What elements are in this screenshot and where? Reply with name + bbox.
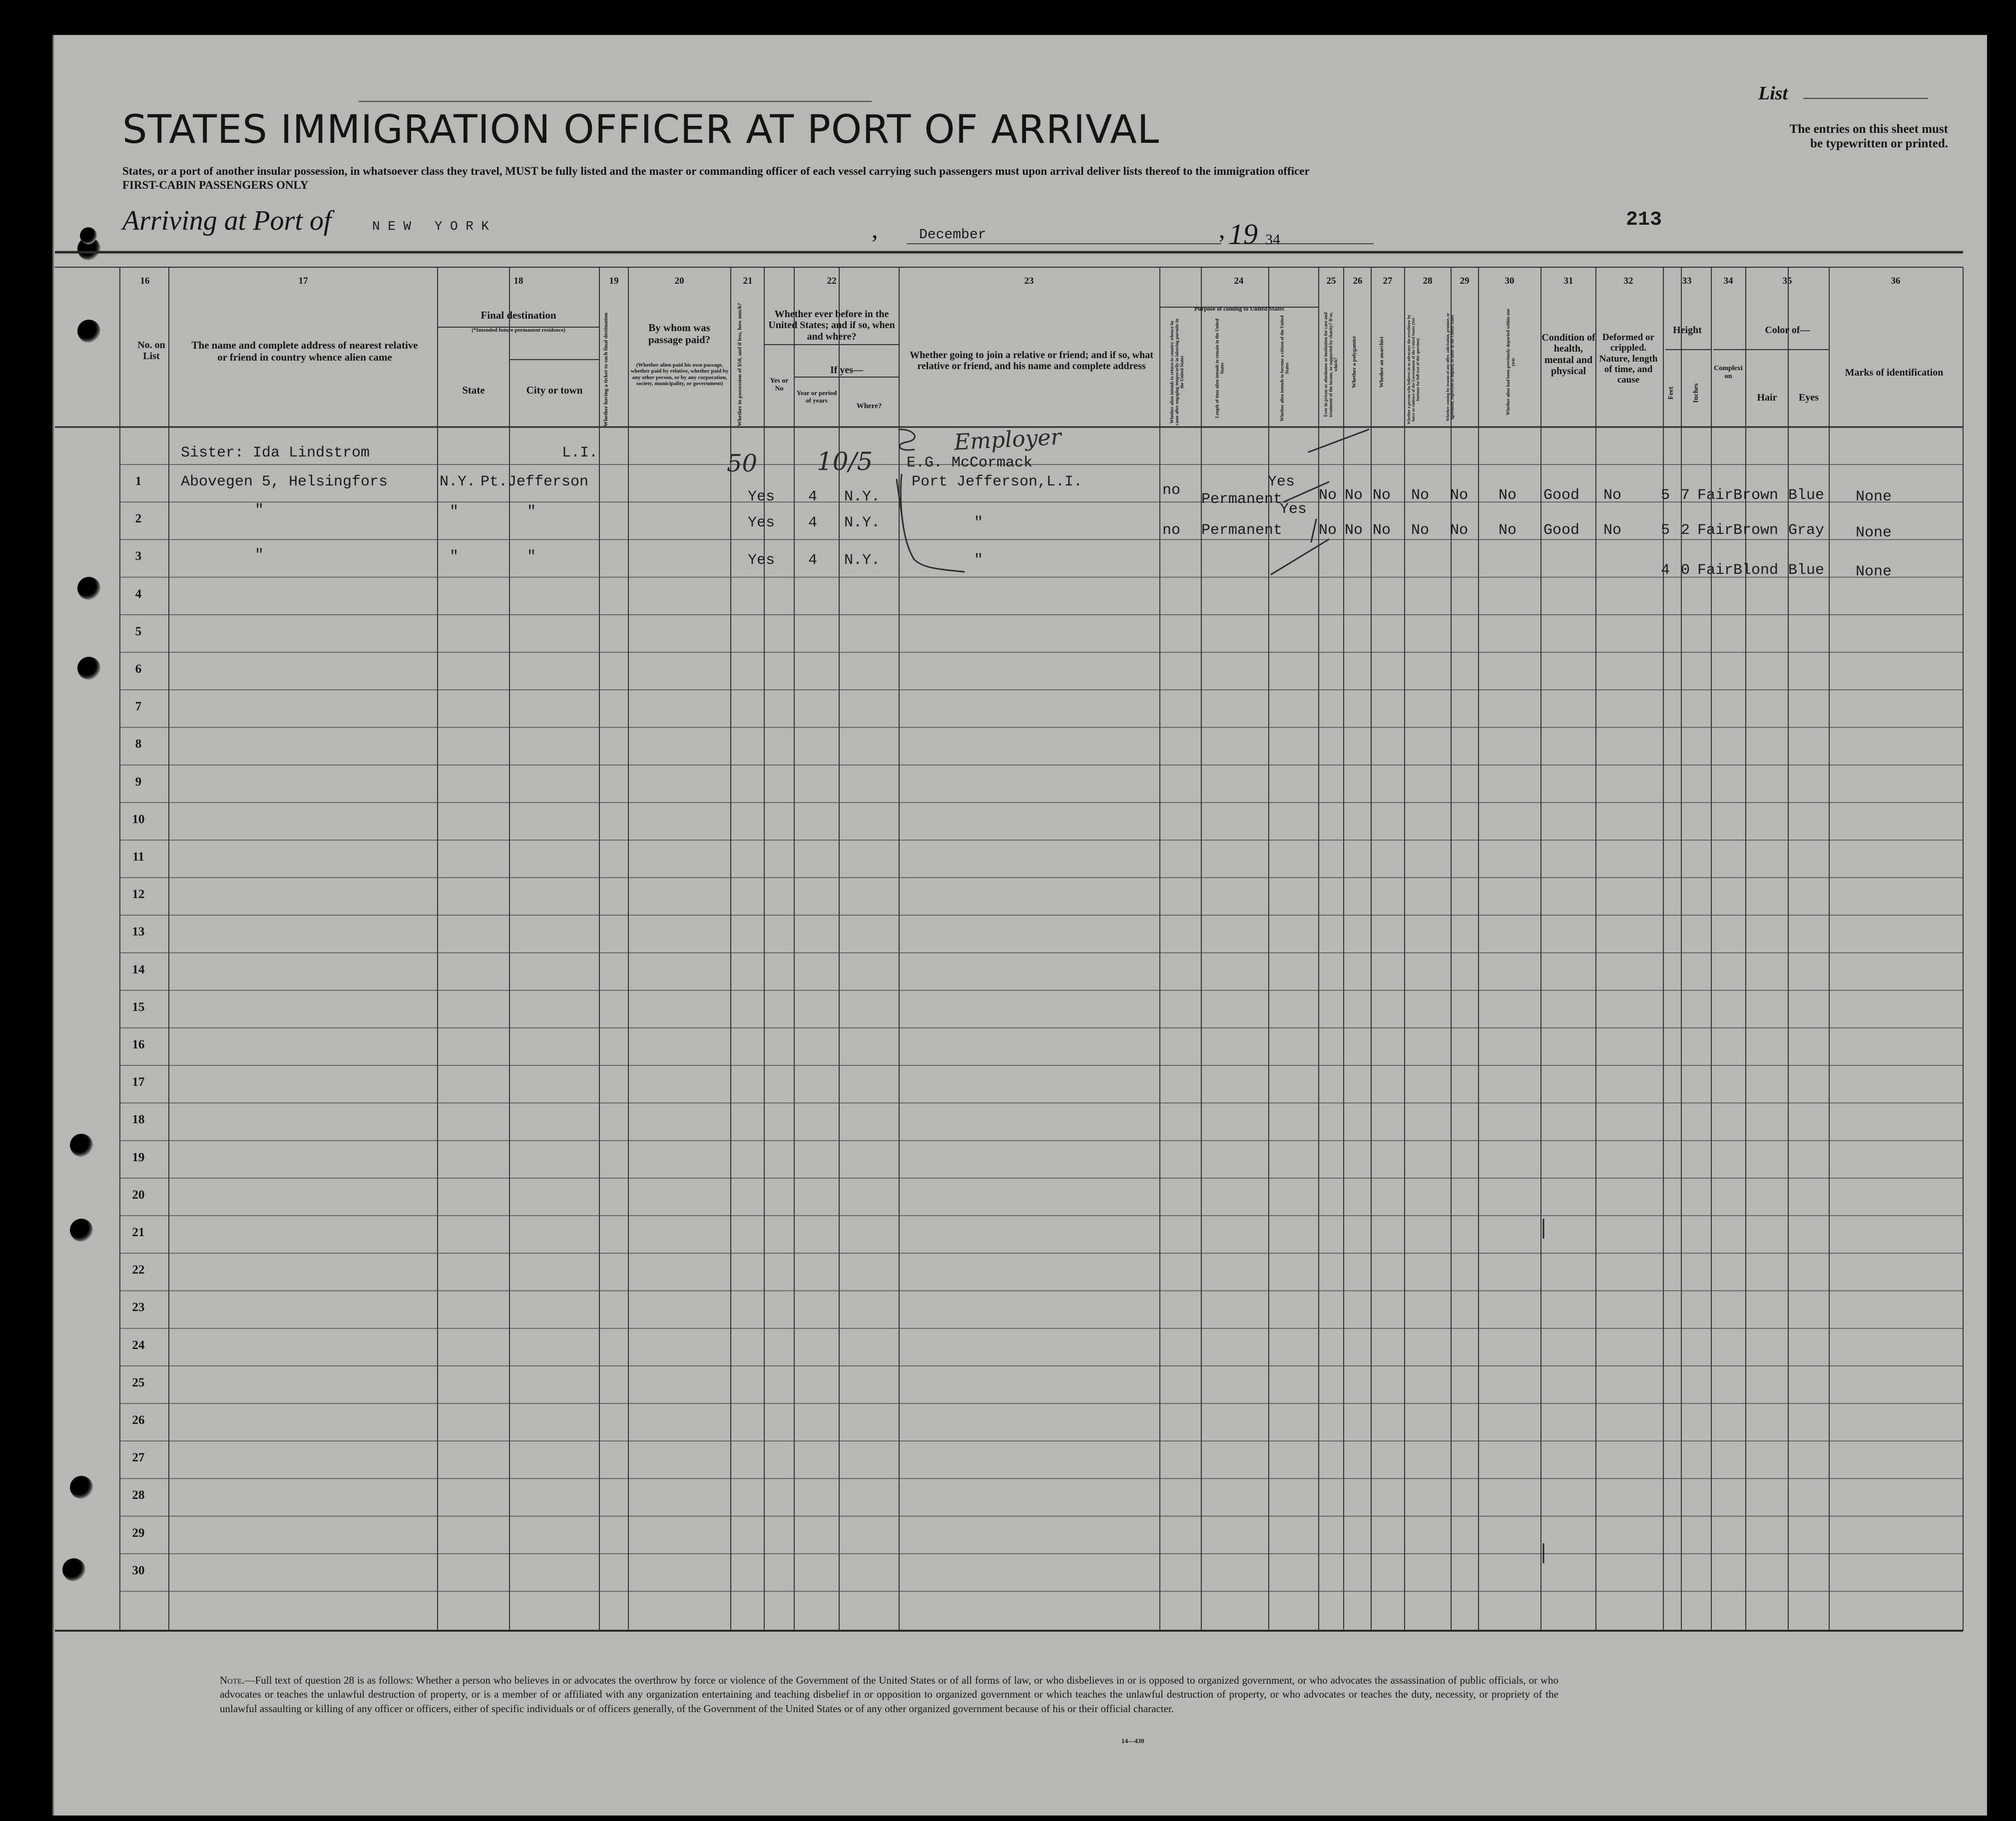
- joining-name: E.G. McCormack: [907, 455, 1033, 471]
- header-feet: Feet: [1667, 387, 1675, 400]
- row-number: 22: [132, 1263, 145, 1277]
- header-nearest-relative: The name and complete address of nearest relative or friend in country whence alien came: [191, 339, 418, 363]
- overthrow: No: [1411, 487, 1430, 504]
- health: Good: [1543, 487, 1580, 504]
- row-number: 1: [135, 474, 142, 488]
- document-title: STATES IMMIGRATION OFFICER AT PORT OF ARRIVAL: [122, 107, 1160, 152]
- relative-name: Sister: Ida Lindstrom: [181, 445, 370, 461]
- header-anarchist: Whether an anarchist: [1379, 336, 1385, 388]
- relative-address: ": [255, 502, 264, 519]
- labor-offer: No: [1450, 522, 1469, 539]
- eyes: Blue: [1788, 562, 1825, 579]
- column-number: 31: [1563, 276, 1573, 286]
- column-number: 34: [1723, 276, 1733, 286]
- entries-note-line: The entries on this sheet must: [1789, 122, 1948, 136]
- header-hair: Hair: [1757, 392, 1777, 403]
- hair: Brown: [1733, 522, 1779, 539]
- column-number: 20: [674, 276, 684, 286]
- overthrow: No: [1411, 522, 1430, 539]
- handwritten-money: 50: [727, 450, 758, 477]
- visit-where: N.Y.: [844, 552, 881, 569]
- row-number: 3: [135, 549, 142, 563]
- row-number: 13: [132, 925, 145, 939]
- column-number: 28: [1423, 276, 1433, 286]
- polygamist: No: [1345, 487, 1363, 504]
- row-number: 28: [132, 1488, 145, 1502]
- header-passage-paid: By whom was passage paid?: [648, 322, 711, 346]
- hair: Blond: [1733, 562, 1779, 579]
- page-number: 213: [1626, 209, 1662, 231]
- header-purpose: Purpose of coming to United States: [1194, 305, 1284, 312]
- row-number: 27: [132, 1451, 145, 1465]
- column-number: 25: [1326, 276, 1336, 286]
- footnote-lead: Note.: [220, 1674, 245, 1686]
- header-deported: Whether alien had been previously deported within one year: [1506, 309, 1515, 416]
- header-final-destination-note: (*Intended future permanent residence): [472, 327, 565, 333]
- header-year-period: Year or period of years: [796, 389, 837, 404]
- destination-state: ": [450, 503, 459, 520]
- row-number: 20: [132, 1188, 145, 1202]
- destination-city: ": [527, 548, 536, 565]
- header-marks: Marks of identification: [1845, 367, 1944, 378]
- visit-where: N.Y.: [844, 488, 881, 505]
- prison: No: [1319, 487, 1337, 504]
- class-label: FIRST-CABIN PASSENGERS ONLY: [122, 179, 309, 191]
- header-ever-before: Whether ever before in the United States; and if so, when and where?: [768, 309, 895, 342]
- header-inches: Inches: [1692, 383, 1700, 403]
- eyes: Blue: [1788, 487, 1825, 504]
- complexion: Fair: [1697, 487, 1734, 504]
- arriving-label: Arriving at Port of: [122, 205, 332, 236]
- column-number: 27: [1383, 276, 1393, 286]
- column-number: 33: [1682, 276, 1692, 286]
- header-health: Condition of health, mental and physical: [1541, 332, 1595, 377]
- destination-state: ": [450, 548, 459, 565]
- height-feet: 5: [1661, 522, 1670, 539]
- entries-note: [1713, 122, 1948, 151]
- header-overthrow: Whether a person who believes in or advocates the overthrow by force or violence of the Government of the United States (See footnote for full text of this question): [1407, 315, 1420, 425]
- header-state: State: [462, 384, 485, 396]
- joining-address: ": [974, 514, 984, 531]
- complexion: Fair: [1697, 522, 1734, 539]
- row-number: 12: [132, 888, 145, 902]
- column-number: 36: [1891, 276, 1901, 286]
- intends-return: no: [1162, 482, 1181, 499]
- header-intends-citizen: Whether alien intends to become a citizen of the United States: [1279, 315, 1290, 422]
- handwritten-ten-five: 10/5: [817, 447, 873, 476]
- row-number: 30: [132, 1563, 145, 1577]
- destination-city: Pt.Jefferson: [481, 473, 589, 490]
- prison: No: [1319, 522, 1337, 539]
- form-number: 14—430: [1121, 1737, 1144, 1745]
- header-eyes: Eyes: [1799, 392, 1819, 403]
- row-number: 4: [135, 587, 142, 601]
- month-value: December: [919, 227, 987, 243]
- entries-note-line: be typewritten or printed.: [1810, 136, 1948, 150]
- intends-return: no: [1162, 522, 1181, 539]
- height-inches: 7: [1681, 487, 1690, 504]
- row-number: 29: [132, 1526, 145, 1540]
- row-number: 17: [132, 1075, 145, 1089]
- joining-address: Port Jefferson,L.I.: [912, 473, 1083, 490]
- row-number: 14: [132, 962, 145, 976]
- joining-address: ": [974, 552, 984, 569]
- marks: None: [1856, 488, 1892, 505]
- relative-address: Abovegen 5, Helsingfors: [181, 473, 388, 490]
- marks: None: [1856, 563, 1892, 580]
- list-label: List: [1758, 83, 1788, 104]
- previous-visit: Yes: [748, 514, 775, 531]
- column-number: 26: [1353, 276, 1363, 286]
- row-number: 19: [132, 1150, 145, 1164]
- row-number: 9: [135, 775, 142, 789]
- year-prefix: 19: [1229, 218, 1258, 250]
- relative-address: ": [255, 547, 264, 564]
- row-number: 16: [132, 1038, 145, 1051]
- visit-years: 4: [808, 488, 818, 505]
- intends-citizen: Yes: [1280, 501, 1307, 518]
- header-ticket: Whether having a ticket to such final destination: [603, 312, 609, 427]
- column-number: 23: [1024, 276, 1034, 286]
- destination-note: L.I.: [562, 445, 598, 461]
- row-number: 25: [132, 1375, 145, 1389]
- header-height: Height: [1673, 325, 1702, 336]
- row-number: 15: [132, 1000, 145, 1014]
- comma: ,: [872, 215, 878, 243]
- marks: None: [1856, 524, 1892, 541]
- length-of-stay: Permanent: [1201, 522, 1283, 539]
- height-inches: 0: [1681, 562, 1690, 579]
- row-number: 21: [132, 1226, 145, 1239]
- anarchist: No: [1373, 522, 1391, 539]
- header-final-destination: Final destination: [481, 309, 556, 321]
- previous-visit: Yes: [748, 488, 775, 505]
- visit-years: 4: [808, 552, 818, 569]
- row-number: 7: [135, 700, 142, 714]
- row-number: 8: [135, 737, 142, 751]
- deported: No: [1499, 487, 1517, 504]
- comma: ,: [1219, 215, 1225, 243]
- header-complexion: Complexion: [1714, 365, 1743, 380]
- header-intends-return: Whether alien intends to return to country whence he came after engaging temporarily in laboring pursuits in the United States: [1169, 319, 1184, 426]
- header-deformed: Deformed or crippled. Nature, length of time, and cause: [1599, 332, 1658, 386]
- destination-city: ": [527, 503, 536, 520]
- column-number: 29: [1460, 276, 1470, 286]
- header-polygamist: Whether a polygamist: [1351, 336, 1357, 388]
- row-number: 24: [132, 1338, 145, 1352]
- column-number: 16: [140, 276, 150, 286]
- header-prison: Ever in prison or almshouse or institution for care and treatment of the insane, or supported by charity? If so, which?: [1323, 312, 1338, 417]
- column-number: 19: [609, 276, 619, 286]
- header-color-of: Color of—: [1765, 325, 1810, 336]
- column-number: 30: [1505, 276, 1514, 286]
- year-suffix: 34: [1265, 231, 1280, 248]
- column-number: 22: [827, 276, 837, 286]
- row-number: 10: [132, 812, 145, 826]
- column-number: 21: [743, 276, 753, 286]
- polygamist: No: [1345, 522, 1363, 539]
- destination-state: N.Y.: [440, 473, 476, 490]
- anarchist: No: [1373, 487, 1391, 504]
- row-number: 5: [135, 624, 142, 638]
- health: Good: [1543, 522, 1580, 539]
- column-number: 18: [513, 276, 523, 286]
- header-length-of-stay: Length of time alien intends to remain in the United States: [1214, 318, 1225, 419]
- footnote: [220, 1673, 1558, 1716]
- hair: Brown: [1733, 487, 1779, 504]
- header-passage-paid-note: (Whether alien paid his own passage, whether paid by relative, whether paid by any other person, or by any corporation, society, municipality, or government): [630, 362, 729, 387]
- header-no-on-list: No. on List: [137, 340, 165, 362]
- visit-years: 4: [808, 514, 818, 531]
- previous-visit: Yes: [748, 552, 775, 569]
- row-number: 18: [132, 1113, 145, 1127]
- instructions-text: States, or a port of another insular possession, in whatsoever class they travel, MUST be fully listed and the master or commanding officer of each vessel carrying such passengers must upon arrival deliver lists thereof to the immigration officer: [122, 165, 1310, 177]
- visit-where: N.Y.: [844, 514, 881, 531]
- deformed: No: [1603, 487, 1622, 504]
- port-value: N E W Y O R K: [372, 219, 490, 234]
- header-where: Where?: [856, 402, 882, 410]
- intends-citizen: Yes: [1268, 473, 1295, 490]
- deported: No: [1499, 522, 1517, 539]
- row-number: 11: [132, 850, 144, 864]
- row-number: 6: [135, 662, 142, 676]
- height-inches: 2: [1681, 522, 1690, 539]
- handwritten-employer: Employer: [953, 424, 1062, 455]
- deformed: No: [1603, 522, 1622, 539]
- column-number: 24: [1234, 276, 1244, 286]
- header-labor-offer: Whether coming by reason of any offer, solicitation, promise, or agreement, expressed or implied, to labor in the United States: [1446, 313, 1455, 422]
- column-number: 17: [298, 276, 308, 286]
- header-city: City or town: [526, 384, 583, 396]
- row-number: 2: [135, 512, 142, 526]
- row-number: 26: [132, 1413, 145, 1427]
- column-number: 35: [1782, 276, 1792, 286]
- header-fifty-dollars: Whether in possession of $50, and if less, how much?: [737, 303, 743, 427]
- header-yes-or-no: Yes or No: [770, 377, 789, 393]
- column-number: 32: [1623, 276, 1633, 286]
- height-feet: 5: [1661, 487, 1670, 504]
- row-number: 23: [132, 1301, 145, 1315]
- height-feet: 4: [1661, 562, 1670, 579]
- header-join-relative: Whether going to join a relative or friend; and if so, what relative or friend, and his name and complete address: [910, 350, 1153, 372]
- labor-offer: No: [1450, 487, 1469, 504]
- eyes: Gray: [1788, 522, 1825, 539]
- complexion: Fair: [1697, 562, 1734, 579]
- footnote-text: —Full text of question 28 is as follows: Whether a person who believes in or advocates the overthrow by force or violence of the Government of the United States or of all forms of law, or who disbelieves in or is opposed to organized government, or who advocates the assassination of public officials, or who advocates or teaches the unlawful destruction of property, or is a member of or affiliated with any organization entertaining and teaching disbelief in or opposition to organized government or which teaches the unlawful destruction of property, or who advocates or teaches the duty, necessity, or propriety of the unlawful assaulting or killing of any officer or officers, either of specific individuals or of officers generally, of the Government of the United States or of any other organized government because of his or their official character.: [220, 1674, 1558, 1715]
- length-of-stay: Permanent: [1201, 491, 1283, 508]
- header-if-yes: If yes—: [830, 365, 864, 376]
